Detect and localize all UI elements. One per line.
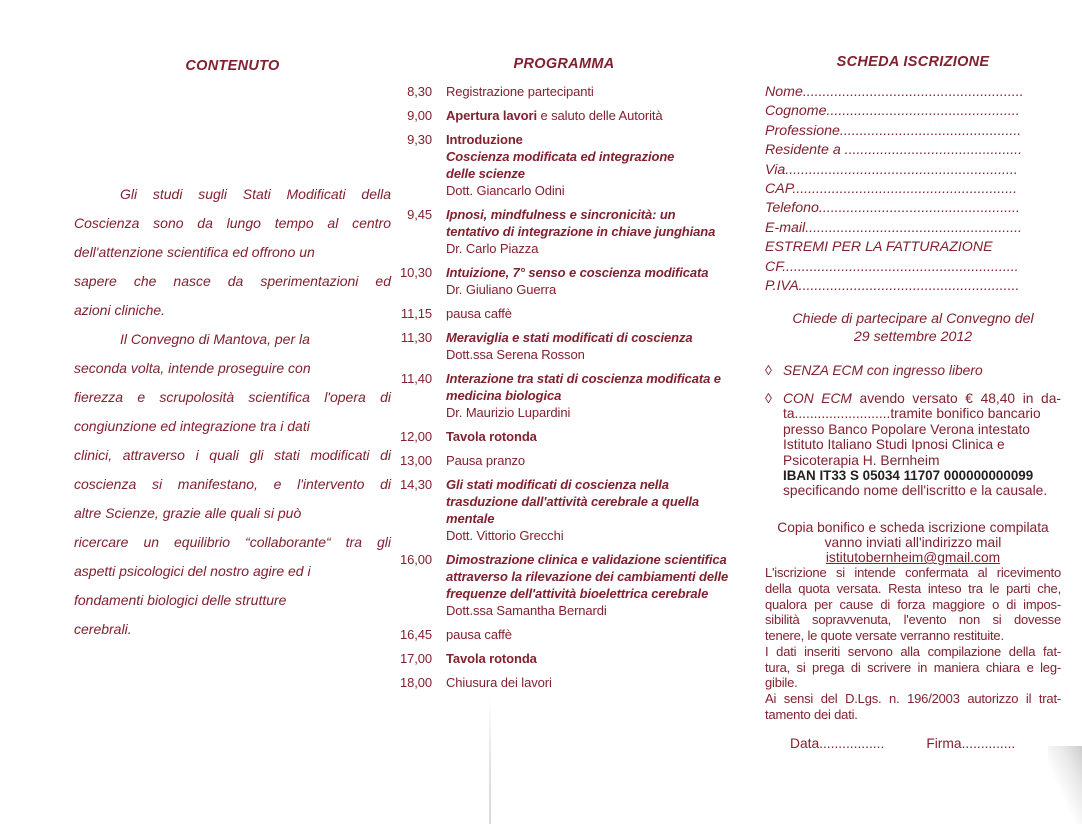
program-row bbox=[398, 650, 730, 667]
program-line bbox=[446, 281, 730, 298]
program-text: Dimostrazione clinica e validazione scientifica bbox=[446, 552, 727, 567]
form-field-line: P.IVA........................................................ bbox=[765, 278, 1020, 295]
program-line bbox=[446, 182, 730, 199]
ecm-option-rest: con ingresso libero bbox=[862, 363, 983, 379]
ecm-option-rest: avendo versato € 48,40 in da- bbox=[851, 390, 1061, 406]
program-time: 14,30 bbox=[399, 477, 432, 492]
program-text: Registrazione partecipanti bbox=[446, 84, 594, 99]
program-entry bbox=[446, 264, 730, 298]
program-row bbox=[398, 551, 730, 619]
program-entry bbox=[446, 452, 730, 469]
program-text: Gli stati modificati di coscienza nella bbox=[446, 477, 669, 492]
signature-line bbox=[765, 736, 1061, 751]
program-text: tentativo di integrazione in chiave junghiana bbox=[446, 224, 716, 239]
program-entry bbox=[446, 674, 730, 691]
program-line bbox=[446, 551, 730, 568]
program-entry bbox=[446, 476, 730, 544]
participation-statement bbox=[765, 310, 1061, 346]
terms-line: L'iscrizione si intende confermata al ricevimento bbox=[765, 565, 1061, 581]
programma-column bbox=[398, 56, 730, 698]
program-text: e saluto delle Autorità bbox=[536, 108, 663, 123]
program-entry bbox=[446, 551, 730, 619]
program-entry bbox=[446, 206, 730, 257]
contenuto-paragraph bbox=[74, 180, 391, 325]
program-time: 10,30 bbox=[399, 265, 432, 280]
program-time: 16,45 bbox=[399, 627, 432, 642]
program-line bbox=[446, 165, 730, 182]
program-line bbox=[446, 674, 730, 691]
terms-line: Ai sensi del D.Lgs. n. 196/2003 autorizzo il trat- bbox=[765, 690, 1061, 706]
terms-line: tamento dei dati. bbox=[765, 706, 858, 722]
form-field-line: ESTREMI PER LA FATTURAZIONE bbox=[765, 239, 993, 256]
program-line bbox=[446, 131, 730, 148]
participation-line1: Chiede di partecipare al Convegno del bbox=[792, 311, 1034, 328]
program-line bbox=[446, 346, 730, 363]
form-field-line: E-mail....................................................... bbox=[765, 219, 1022, 236]
program-line bbox=[446, 527, 730, 544]
contenuto-line: seconda volta, intende proseguire con bbox=[74, 360, 311, 376]
contenuto-line: cerebrali. bbox=[74, 621, 132, 637]
contenuto-line: clinici, attraverso i quali gli stati modificati di bbox=[74, 447, 391, 463]
program-text: attraverso la rilevazione dei cambiamenti delle bbox=[446, 569, 729, 584]
program-line bbox=[446, 107, 730, 124]
program-line bbox=[446, 452, 730, 469]
mail-note bbox=[765, 520, 1061, 566]
program-time: 16,00 bbox=[399, 552, 432, 567]
form-field-line: CF............................................................ bbox=[765, 258, 1019, 275]
program-line bbox=[446, 568, 730, 585]
terms-line: gibile. bbox=[765, 675, 798, 691]
contenuto-line: aspetti psicologici del nostro agire ed i bbox=[74, 563, 311, 579]
program-row bbox=[398, 674, 730, 691]
program-entry bbox=[446, 650, 730, 667]
ecm-options bbox=[765, 363, 1061, 498]
contenuto-column bbox=[74, 58, 391, 644]
program-text: Dott.ssa Serena Rosson bbox=[446, 347, 585, 362]
program-line bbox=[446, 305, 730, 322]
program-text: Meraviglia e stati modificati di coscienza bbox=[446, 330, 693, 345]
terms-line: qualora per cause di forza maggiore o di impos- bbox=[765, 596, 1061, 612]
contenuto-line: Gli studi sugli Stati Modificati della bbox=[120, 186, 391, 202]
program-row bbox=[398, 264, 730, 298]
mail-note-line2: vanno inviati all'indirizzo mail bbox=[824, 534, 1002, 550]
program-text: Introduzione bbox=[446, 132, 523, 147]
program-time: 11,40 bbox=[400, 371, 432, 386]
ecm-option-first-line bbox=[783, 363, 1061, 378]
program-row bbox=[398, 329, 730, 363]
program-time: 13,00 bbox=[399, 453, 432, 468]
form-field-line: CAP......................................................... bbox=[765, 181, 1018, 198]
program-line bbox=[446, 428, 730, 445]
program-text: Tavola rotonda bbox=[446, 651, 537, 666]
program-time: 8,30 bbox=[407, 84, 432, 99]
program-text: Pausa pranzo bbox=[446, 453, 526, 468]
ecm-option-line: Psicoterapia H. Bernheim bbox=[783, 452, 940, 468]
ecm-option-line: presso Banco Popolare Verona intestato bbox=[783, 421, 1030, 437]
terms-line: tura, si prega di scrivere in maniera chiara e leg- bbox=[765, 659, 1061, 675]
terms-line: tenere, le quote versate verranno restituite. bbox=[765, 628, 1004, 644]
programma-title: PROGRAMMA bbox=[513, 56, 615, 72]
email-address: istitutobernheim@gmail.com bbox=[825, 550, 1001, 566]
program-text: frequenze dell'attività bioelettrica cerebrale bbox=[446, 586, 709, 601]
contenuto-line: coscienza si manifestano, e l'intervento di bbox=[74, 476, 391, 492]
program-line bbox=[446, 476, 730, 493]
program-entry bbox=[446, 329, 730, 363]
contenuto-line: azioni cliniche. bbox=[74, 302, 166, 318]
firma-field-label: Firma.............. bbox=[926, 736, 1016, 752]
program-row bbox=[398, 370, 730, 421]
program-time: 11,30 bbox=[400, 330, 432, 345]
program-time: 18,00 bbox=[399, 675, 432, 690]
data-field-label: Data................. bbox=[790, 736, 885, 752]
program-text: pausa caffè bbox=[446, 306, 512, 321]
program-row bbox=[398, 428, 730, 445]
scan-corner-shadow bbox=[1048, 746, 1082, 824]
program-text: Coscienza modificata ed integrazione bbox=[446, 149, 675, 164]
program-line bbox=[446, 602, 730, 619]
registration-form-fields bbox=[765, 83, 1061, 296]
diamond-bullet-icon: ◊ bbox=[765, 389, 772, 406]
form-field-line: Via........................................................... bbox=[765, 161, 1018, 178]
form-field-line: Nome........................................................ bbox=[765, 84, 1024, 100]
program-line bbox=[446, 510, 730, 527]
mail-note-line1: Copia bonifico e scheda iscrizione compilata bbox=[777, 519, 1049, 535]
program-line bbox=[446, 329, 730, 346]
contenuto-line: fondamenti biologici delle strutture bbox=[74, 592, 287, 608]
participation-line2: 29 settembre 2012 bbox=[853, 329, 973, 346]
terms-line: della quota versata. Resta inteso tra le parti che, bbox=[765, 581, 1061, 597]
program-line bbox=[446, 404, 730, 421]
contenuto-line: sapere che nasce da sperimentazioni ed bbox=[74, 273, 391, 289]
program-row bbox=[398, 83, 730, 100]
program-line bbox=[446, 370, 730, 387]
program-row bbox=[398, 206, 730, 257]
program-text: Chiusura dei lavori bbox=[446, 675, 552, 690]
form-field-line: Cognome................................................. bbox=[765, 103, 1020, 120]
program-text: Ipnosi, mindfulness e sincronicità: un bbox=[446, 207, 676, 222]
program-time: 9,00 bbox=[407, 108, 432, 123]
terms-line: sibilità sopravvenuta, l'evento non si dovesse bbox=[765, 612, 1061, 628]
program-entry bbox=[446, 305, 730, 322]
contenuto-paragraphs bbox=[74, 180, 391, 644]
program-text: Dr. Carlo Piazza bbox=[446, 241, 539, 256]
program-text: mentale bbox=[446, 511, 495, 526]
program-row bbox=[398, 107, 730, 124]
program-text: medicina biologica bbox=[446, 388, 562, 403]
program-text: Dott.ssa Samantha Bernardi bbox=[446, 603, 607, 618]
scheda-column bbox=[765, 54, 1061, 751]
ecm-option-line: Istituto Italiano Studi Ipnosi Clinica e bbox=[783, 437, 1005, 453]
program-text: Dott. Vittorio Grecchi bbox=[446, 528, 564, 543]
program-line bbox=[446, 387, 730, 404]
program-entry bbox=[446, 428, 730, 445]
contenuto-line: dell'attenzione scientifica ed offrono un bbox=[74, 244, 315, 260]
program-row bbox=[398, 131, 730, 199]
program-row bbox=[398, 476, 730, 544]
program-time: 9,45 bbox=[407, 207, 432, 222]
program-entry bbox=[446, 107, 730, 124]
program-text: Interazione tra stati di coscienza modificata e bbox=[446, 371, 721, 386]
fold-crease bbox=[489, 698, 491, 824]
program-entry bbox=[446, 626, 730, 643]
contenuto-line: Coscienza sono da lungo tempo al centro bbox=[74, 215, 391, 231]
form-field-line: Professione.............................................. bbox=[765, 122, 1022, 139]
program-text: Dr. Maurizio Lupardini bbox=[446, 405, 571, 420]
terms-line: I dati inseriti servono alla compilazione della fat- bbox=[765, 643, 1061, 659]
program-line bbox=[446, 83, 730, 100]
program-line bbox=[446, 493, 730, 510]
form-field-line: Residente a ............................................. bbox=[765, 142, 1023, 159]
program-text: Tavola rotonda bbox=[446, 429, 537, 444]
program-row bbox=[398, 626, 730, 643]
program-text: Apertura lavori bbox=[446, 108, 537, 123]
iban-line: IBAN IT33 S 05034 11707 000000000099 bbox=[783, 467, 1034, 483]
program-row bbox=[398, 452, 730, 469]
program-line bbox=[446, 585, 730, 602]
program-text: pausa caffè bbox=[446, 627, 512, 642]
program-line bbox=[446, 206, 730, 223]
form-field-line: Telefono................................................... bbox=[765, 200, 1020, 217]
contenuto-line: altre Scienze, grazie alle quali si può bbox=[74, 505, 302, 521]
program-time: 9,30 bbox=[407, 132, 432, 147]
ecm-option-line: specificando nome dell'iscritto e la causale. bbox=[783, 483, 1048, 499]
contenuto-line: Il Convegno di Mantova, per la bbox=[120, 331, 310, 347]
program-text: delle scienze bbox=[446, 166, 525, 181]
scheda-title: SCHEDA ISCRIZIONE bbox=[836, 54, 990, 70]
program-entry bbox=[446, 131, 730, 199]
program-line bbox=[446, 240, 730, 257]
contenuto-title: CONTENUTO bbox=[185, 58, 280, 74]
ecm-option bbox=[765, 391, 1061, 499]
program-line bbox=[446, 264, 730, 281]
program-line bbox=[446, 626, 730, 643]
program-text: Dott. Giancarlo Odini bbox=[446, 183, 565, 198]
ecm-option-lead: CON ECM bbox=[783, 390, 852, 406]
contenuto-line: fierezza e scrupolosità scientifica l'opera di bbox=[74, 389, 391, 405]
ecm-option-first-line bbox=[783, 391, 1061, 406]
program-line bbox=[446, 223, 730, 240]
contenuto-line: congiunzione ed integrazione tra i dati bbox=[74, 418, 310, 434]
ecm-option bbox=[765, 363, 1061, 378]
program-line bbox=[446, 148, 730, 165]
ecm-option-lead: SENZA ECM bbox=[783, 363, 863, 379]
program-entry bbox=[446, 370, 730, 421]
program-row bbox=[398, 305, 730, 322]
contenuto-line: ricercare un equilibrio “collaborante“ tra gli bbox=[74, 534, 391, 550]
program-text: Intuizione, 7° senso e coscienza modificata bbox=[446, 265, 709, 280]
terms-paragraph bbox=[765, 565, 1061, 722]
diamond-bullet-icon: ◊ bbox=[765, 362, 772, 379]
program-text: trasduzione dall'attività cerebrale a quella bbox=[446, 494, 700, 509]
program-time: 11,15 bbox=[400, 306, 432, 321]
program-time: 17,00 bbox=[399, 651, 432, 666]
contenuto-paragraph bbox=[74, 325, 391, 644]
ecm-option-line: ta.........................tramite bonifico bancario bbox=[783, 406, 1041, 422]
program-time: 12,00 bbox=[399, 429, 432, 444]
program-text: Dr. Giuliano Guerra bbox=[446, 282, 557, 297]
program-schedule bbox=[398, 83, 730, 691]
program-entry bbox=[446, 83, 730, 100]
program-line bbox=[446, 650, 730, 667]
